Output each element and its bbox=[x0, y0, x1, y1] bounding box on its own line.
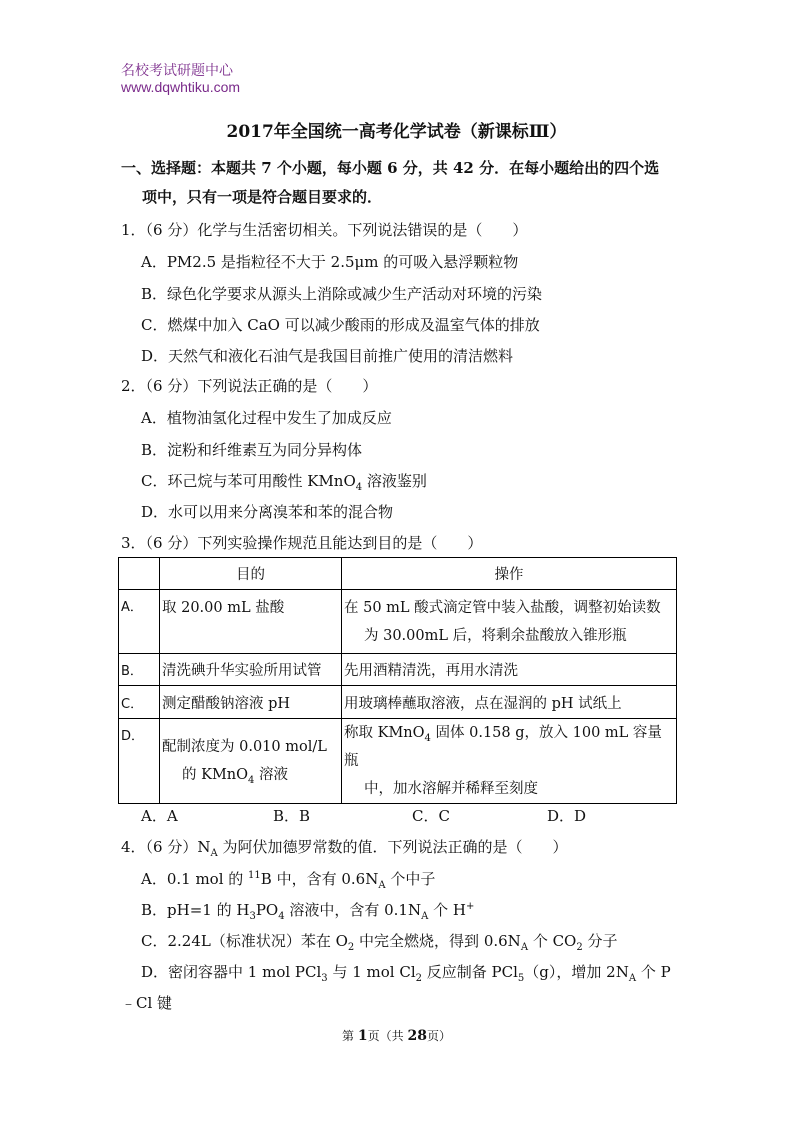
page-footer: 第 1页（共 28页） bbox=[342, 1028, 451, 1044]
table-header-row bbox=[119, 558, 677, 590]
page-number: 1 bbox=[357, 1028, 368, 1044]
q4-option-d: D．密闭容器中 1 mol PCl$_3$ 与 1 mol $Cl_2$ 反应制备 PCl$_5$（g），增加 $2N_A$ 个 P bbox=[141, 963, 671, 984]
q4-option-b: B．pH=1 的 $H_3PO_4$ 溶液中，含有 $0.1N_A$ 个 H+ bbox=[141, 901, 475, 922]
watermark-url: www.dqwhtiku.com bbox=[121, 79, 241, 95]
row-label-b: B． bbox=[119, 654, 160, 686]
row-d-purpose bbox=[160, 719, 342, 804]
row-label-a: A． bbox=[119, 590, 160, 654]
row-d-purpose-line1: 配制浓度为 0.010 mol/L bbox=[162, 739, 327, 755]
q3-operations-table bbox=[118, 557, 677, 804]
page-total: 28 bbox=[407, 1028, 427, 1044]
q3-choice-c: C．C bbox=[412, 807, 450, 825]
row-a-operation bbox=[342, 590, 677, 654]
table-row bbox=[119, 719, 677, 804]
page-title: 2017年全国统一高考化学试卷（新课标Ⅲ） bbox=[226, 122, 567, 142]
q3-choice-b: B．B bbox=[273, 807, 311, 825]
row-a-operation-line1: 在 50 mL 酸式滴定管中装入盐酸，调整初始读数 bbox=[344, 599, 661, 616]
section-heading-line1: 一、选择题：本题共 7 个小题，每小题 6 分，共 42 分．在每小题给出的四个选 bbox=[121, 159, 660, 177]
row-c-operation: 用玻璃棒蘸取溶液，点在湿润的 pH 试纸上 bbox=[342, 686, 677, 719]
q1-option-c: C．燃煤中加入 CaO 可以减少酸雨的形成及温室气体的排放 bbox=[141, 316, 540, 334]
watermark-school: 名校考试研题中心 bbox=[121, 63, 233, 79]
table-row bbox=[119, 590, 677, 654]
table-header-purpose: 目的 bbox=[160, 558, 342, 590]
q2-option-d: D．水可以用来分离溴苯和苯的混合物 bbox=[141, 503, 394, 521]
q4-option-a: A．0.1 mol 的 $^{11}$B 中，含有 $0.6N_A$ 个中子 bbox=[141, 870, 436, 891]
q2-option-a: A．植物油氢化过程中发生了加成反应 bbox=[141, 409, 392, 427]
row-c-purpose: 测定醋酸钠溶液 pH bbox=[160, 686, 342, 719]
q3-choice-d: D．D bbox=[547, 807, 587, 825]
row-d-purpose-line2: 的 KMnO$_4$ 溶液 bbox=[182, 767, 288, 786]
section-heading-line2: 项中，只有一项是符合题目要求的． bbox=[142, 188, 383, 206]
row-d-operation-line1: 称取 KMnO$_4$ 固体 0.158 g，放入 100 mL 容量瓶 bbox=[344, 725, 662, 769]
q3-choice-a: A．A bbox=[141, 807, 178, 825]
row-label-d: D． bbox=[119, 719, 160, 804]
q2-option-c: C．环己烷与苯可用酸性 KMnO$_4$ 溶液鉴别 bbox=[141, 472, 427, 493]
q4-option-d-line2: ﹣Cl 键 bbox=[121, 994, 173, 1012]
q2-option-b: B．淀粉和纤维素互为同分异构体 bbox=[141, 441, 363, 459]
q4-stem: 4．（6 分）$N_A$ 为阿伏加德罗常数的值．下列说法正确的是（ ） bbox=[121, 838, 568, 859]
q1-stem: 1．（6 分）化学与生活密切相关。下列说法错误的是（ ） bbox=[121, 221, 528, 239]
row-a-operation-line2: 为 30.00mL 后，将剩余盐酸放入锥形瓶 bbox=[364, 627, 627, 644]
table-header-operation: 操作 bbox=[342, 558, 677, 590]
q2-stem: 2．（6 分）下列说法正确的是（ ） bbox=[121, 377, 378, 395]
q1-option-a: A．PM2.5 是指粒径不大于 2.5μm 的可吸入悬浮颗粒物 bbox=[141, 253, 519, 271]
table-row bbox=[119, 654, 677, 686]
q4-option-c: C．2.24L（标准状况）苯在 $O_2$ 中完全燃烧，得到 $0.6N_A$ 个 $CO_2$ 分子 bbox=[141, 932, 618, 953]
table-header-empty bbox=[119, 558, 160, 590]
q3-stem: 3．（6 分）下列实验操作规范且能达到目的是（ ） bbox=[121, 534, 483, 552]
table-row bbox=[119, 686, 677, 719]
q1-option-d: D．天然气和液化石油气是我国目前推广使用的清洁燃料 bbox=[141, 347, 514, 365]
row-d-operation-line2: 中，加水溶解并稀释至刻度 bbox=[364, 781, 538, 797]
row-label-c: C． bbox=[119, 686, 160, 719]
row-d-operation bbox=[342, 719, 677, 804]
row-a-purpose: 取 20.00 mL 盐酸 bbox=[160, 590, 342, 654]
row-b-purpose: 清洗碘升华实验所用试管 bbox=[160, 654, 342, 686]
q1-option-b: B．绿色化学要求从源头上消除或减少生产活动对环境的污染 bbox=[141, 285, 543, 303]
row-b-operation: 先用酒精清洗，再用水清洗 bbox=[342, 654, 677, 686]
